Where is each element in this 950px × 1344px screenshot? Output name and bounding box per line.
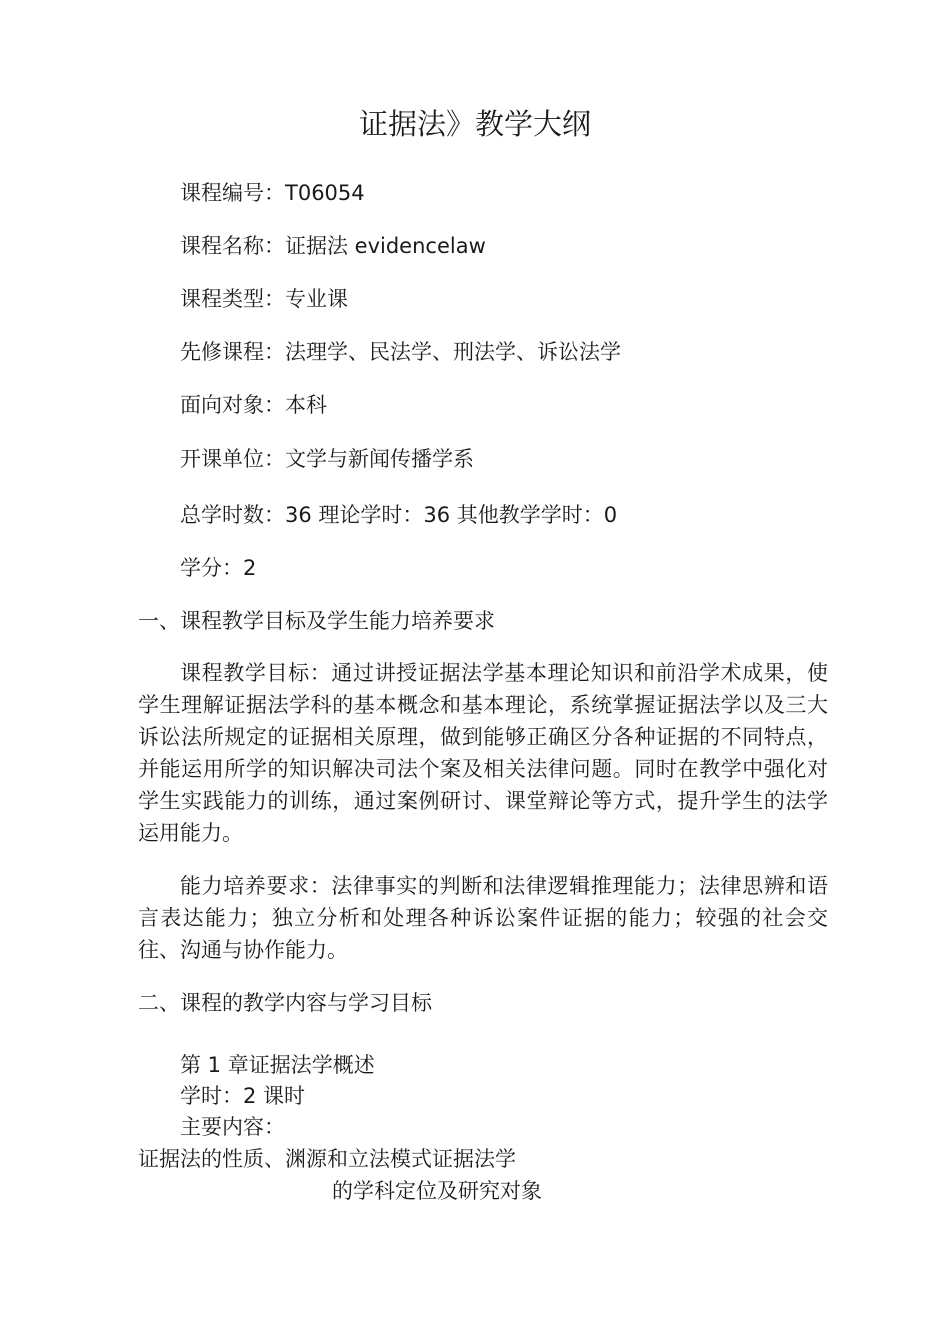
paragraph-ability-requirements: 能力培养要求：法律事实的判断和法律逻辑推理能力；法律思辨和语言表达能力；独立分析和处理各种诉讼案件证据的能力；较强的社会交往、沟通与协作能力。 [138,874,828,962]
chapter-main-content [138,1143,542,1207]
content-line: 的学科定位及研究对象 [332,1179,542,1203]
content-line: 证据法的性质、渊源和立法模式证据法学 [138,1147,516,1171]
section-heading-objectives: 一、课程教学目标及学生能力培养要求 [138,609,495,633]
prerequisites: 先修课程：法理学、民法学、刑法学、诉讼法学 [180,340,621,364]
course-name: 课程名称：证据法 evidencelaw [180,234,486,258]
chapter-title: 第 1 章证据法学概述 [180,1053,375,1077]
chapter-hours: 学时：2 课时 [180,1084,306,1108]
department: 开课单位：文学与新闻传播学系 [180,447,474,471]
main-content-label: 主要内容： [180,1115,285,1139]
document-title: 证据法》教学大纲 [358,107,591,141]
course-code: 课程编号：T06054 [180,181,365,205]
class-hours: 总学时数：36 理论学时：36 其他教学学时：0 [180,503,618,527]
section-heading-content: 二、课程的教学内容与学习目标 [138,991,432,1015]
audience: 面向对象：本科 [180,393,327,417]
course-type: 课程类型：专业课 [180,287,348,311]
paragraph-teaching-objective: 课程教学目标：通过讲授证据法学基本理论知识和前沿学术成果，使学生理解证据法学科的基本概念和基本理论，系统掌握证据法学以及三大诉讼法所规定的证据相关原理，做到能够正确区分各种证据的不同特点，并能运用所学的知识解决司法个案及相关法律问题。同时在教学中强化对学生实践能力的训练，通过案例研讨、课堂辩论等方式，提升学生的法学运用能力。 [138,661,828,845]
credits: 学分：2 [180,556,257,580]
